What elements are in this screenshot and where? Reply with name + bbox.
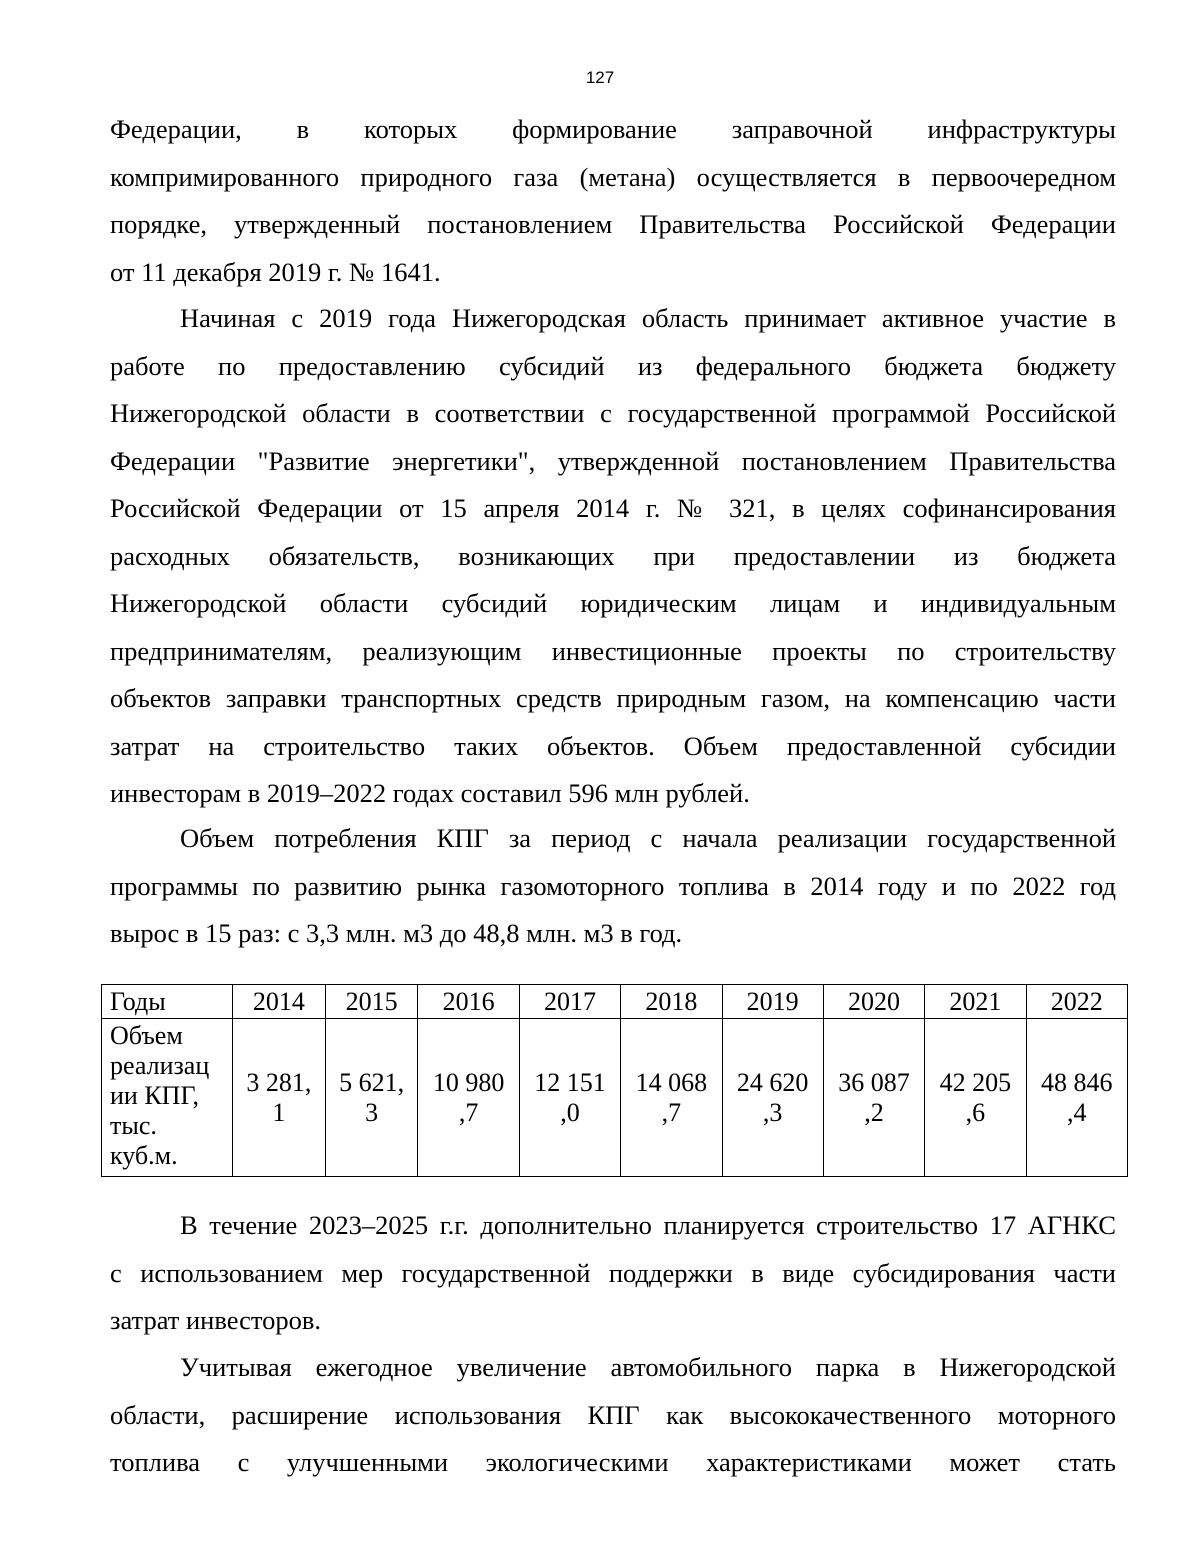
year-cell: 2015 (325, 985, 418, 1019)
year-cell: 2017 (519, 985, 620, 1019)
year-cell: 2022 (1026, 985, 1127, 1019)
year-cell: 2014 (233, 985, 326, 1019)
value-cell: 36 087 ,2 (823, 1019, 924, 1177)
text-line: инвесторам в 2019–2022 годах составил 596 млн рублей. (110, 778, 750, 808)
row-label: Объем реализац ии КПГ, тыс. куб.м. (102, 1019, 233, 1177)
text-line: Федерации, в которых формирование заправочной инфраструктуры (110, 114, 1116, 144)
text-line: Объем потребления КПГ за период с начала реализации государственной (180, 823, 1116, 853)
page-number: 127 (585, 68, 615, 87)
text-line: предпринимателям, реализующим инвестиционные проекты по строительству (110, 635, 1116, 666)
kpg-table (101, 984, 1128, 1177)
value-cell: 48 846 ,4 (1026, 1019, 1127, 1177)
year-cell: 2019 (722, 985, 823, 1019)
text-line: затрат на строительство таких объектов. Объем предоставленной субсидии (110, 730, 1116, 761)
text-line: области, расширение использования КПГ как высококачественного моторного (110, 1399, 1116, 1430)
text-line: от 11 декабря 2019 г. № 1641. (110, 256, 441, 287)
value-cell: 12 151 ,0 (519, 1019, 620, 1177)
value-cell: 3 281, 1 (233, 1019, 326, 1177)
paragraph-3 (110, 815, 1116, 958)
value-cell: 5 621, 3 (325, 1019, 418, 1177)
text-line: вырос в 15 раз: с 3,3 млн. м3 до 48,8 млн. м3 в год. (110, 918, 683, 948)
text-line: Федерации "Развитие энергетики", утвержденной постановлением Правительства (110, 445, 1116, 476)
value-cell: 42 205 ,6 (925, 1019, 1026, 1177)
text-line: Учитывая ежегодное увеличение автомобильного парка в Нижегородской (180, 1352, 1116, 1382)
year-cell: 2021 (925, 985, 1026, 1019)
text-line: топлива с улучшенными экологическими характеристиками может стать (110, 1447, 1116, 1477)
text-line: расходных обязательств, возникающих при предоставлении из бюджета (110, 540, 1116, 571)
table-data-row (102, 1019, 1128, 1177)
text-line: с использованием мер государственной поддержки в виде субсидирования части (110, 1257, 1116, 1288)
paragraph-4 (110, 1202, 1116, 1345)
paragraph-1 (110, 106, 1116, 296)
text-line: затрат инвесторов. (110, 1305, 322, 1335)
text-line: Начиная с 2019 года Нижегородская область принимает активное участие в (180, 303, 1116, 333)
paragraph-5 (110, 1344, 1116, 1487)
value-cell: 24 620 ,3 (722, 1019, 823, 1177)
table-header-row (102, 985, 1128, 1019)
text-line: объектов заправки транспортных средств природным газом, на компенсацию части (110, 683, 1116, 713)
paragraph-2 (110, 295, 1116, 818)
text-line: работе по предоставлению субсидий из федерального бюджета бюджету (110, 350, 1116, 381)
table-header-label: Годы (102, 985, 233, 1019)
value-cell: 10 980 ,7 (418, 1019, 519, 1177)
text-line: программы по развитию рынка газомоторного топлива в 2014 году и по 2022 год (110, 870, 1116, 901)
year-cell: 2016 (418, 985, 519, 1019)
text-line: компримированного природного газа (метана) осуществляется в первоочередном (110, 161, 1116, 192)
year-cell: 2018 (621, 985, 722, 1019)
value-cell: 14 068 ,7 (621, 1019, 722, 1177)
text-line: В течение 2023–2025 г.г. дополнительно планируется строительство 17 АГНКС (180, 1210, 1116, 1240)
text-line: Нижегородской области в соответствии с государственной программой Российской (110, 398, 1116, 428)
text-line: Нижегородской области субсидий юридическим лицам и индивидуальным (110, 588, 1116, 618)
year-cell: 2020 (823, 985, 924, 1019)
text-line: порядке, утвержденный постановлением Правительства Российской Федерации (110, 209, 1116, 239)
text-line: Российской Федерации от 15 апреля 2014 г. № 321, в целях софинансирования (110, 493, 1116, 523)
